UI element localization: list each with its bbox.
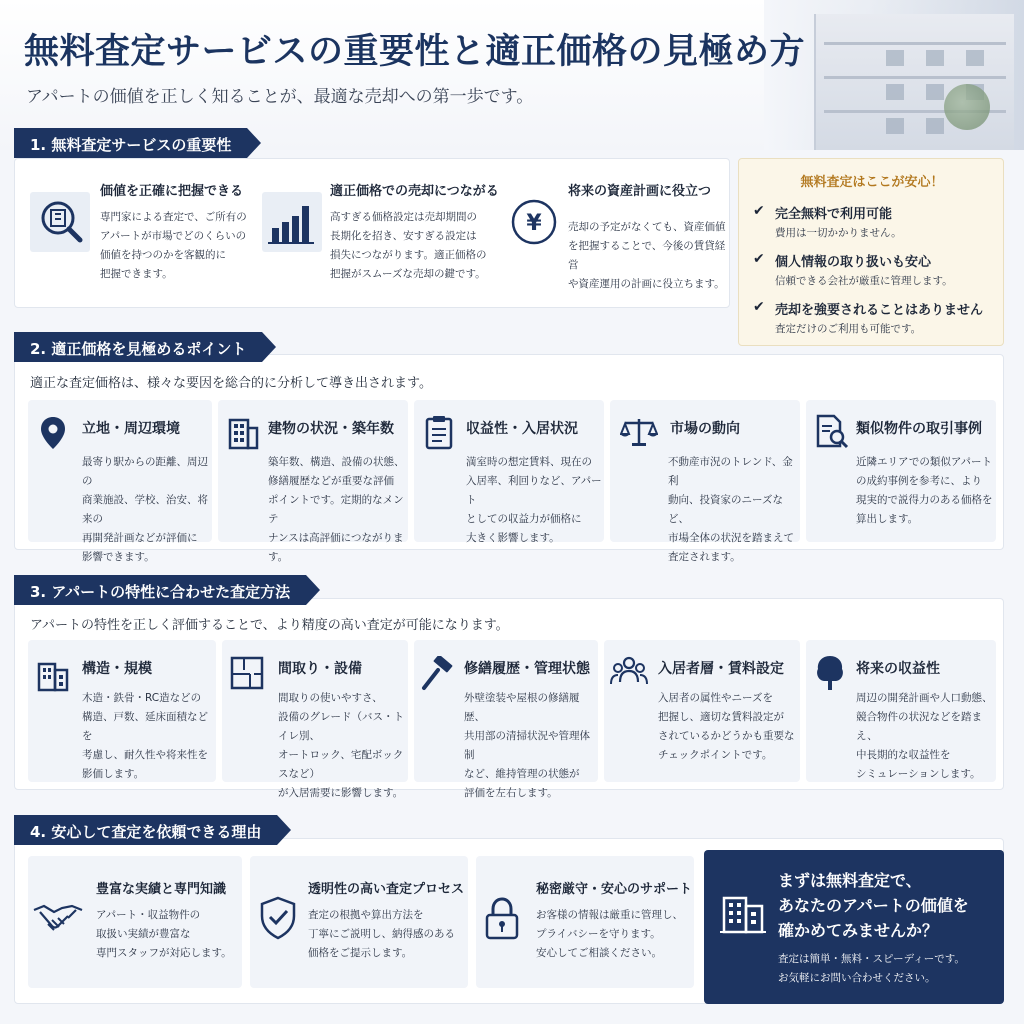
- s2-card-text: 満室時の想定賃料、現在の 入居率、利回りなど、アパート としての収益力が価格に 大きく影響します。: [466, 456, 602, 544]
- s3-card-text: 入居者の属性やニーズを 把握し、適切な賃料設定が されているかどうかも重要な チェックポイントです。: [658, 692, 795, 761]
- cta-box[interactable]: [704, 850, 1004, 1004]
- check-icon: ✔: [753, 203, 765, 219]
- tree-icon: [814, 654, 846, 696]
- s4-card-experience: [28, 856, 242, 988]
- check-icon: ✔: [753, 299, 765, 315]
- s4-card-title: 透明性の高い査定プロセス: [308, 882, 465, 897]
- section2-tab: 2. 適正価格を見極めるポイント: [14, 332, 262, 362]
- s1-item-text: 高すぎる価格設定は売却期間の 長期化を招き、安すぎる設定は 損失につながります。適正価格の 把握がスムーズな売却の鍵です。: [330, 211, 487, 280]
- s4-card-title: 豊富な実績と専門知識: [96, 882, 227, 897]
- section4-tab: 4. 安心して査定を依頼できる理由: [14, 815, 277, 845]
- s2-card-text: 築年数、構造、設備の状態、 修繕履歴などが重要な評価 ポイントです。定期的なメンテ ナンスは高評価につながります。: [268, 456, 405, 563]
- safety-item-text: 査定だけのご利用も可能です。: [775, 323, 922, 335]
- s4-card-title: 秘密厳守・安心のサポート: [536, 882, 693, 897]
- lock-icon: [484, 896, 520, 944]
- office-building-icon: [720, 888, 766, 940]
- s1-item-price: [262, 172, 502, 302]
- section2-intro: 適正な査定価格は、様々な要因を総合的に分析して導き出されます。: [30, 376, 432, 391]
- s3-card-text: 周辺の開発計画や人口動態、 競合物件の状況などを踏まえ、 中長期的な収益性を シミュレーションします。: [856, 692, 993, 780]
- s4-card-transparency: [250, 856, 468, 988]
- s2-card-income: [414, 400, 604, 542]
- clipboard-icon: [424, 414, 454, 454]
- safety-box: [738, 158, 1004, 346]
- s4-card-text: 査定の根拠や算出方法を 丁寧にご説明し、納得感のある 価格をご提示します。: [308, 909, 455, 959]
- s1-item-plan: [506, 172, 728, 302]
- s2-card-market: [610, 400, 800, 563]
- safety-item-text: 費用は一切かかりません。: [775, 227, 902, 239]
- s1-item-text: 専門家による査定で、ご所有の アパートが市場でどのくらいの 価値を持つのかを客観的に 把握できます。: [100, 211, 247, 280]
- s2-card-location: [28, 400, 212, 563]
- handshake-icon: [32, 898, 84, 942]
- s3-card-title: 入居者層・賃料設定: [658, 661, 784, 677]
- s3-card-text: 外壁塗装や屋根の修繕履歴、 共用部の清掃状況や管理体制 など、維持管理の状態が 評価を左右します。: [464, 692, 590, 799]
- svg-text:¥: ¥: [526, 211, 542, 236]
- s3-card-tenants: [604, 640, 800, 782]
- page-subtitle: アパートの価値を正しく知ることが、最適な売却への第一歩です。: [26, 87, 534, 107]
- s1-item-text: 売却の予定がなくても、資産価値 を把握することで、今後の賃貸経営 や資産運用の計画に役立ちます。: [568, 221, 726, 290]
- building-icon: [226, 414, 260, 454]
- s3-card-title: 将来の収益性: [856, 661, 940, 677]
- safety-item-text: 信頼できる会社が厳重に管理します。: [775, 275, 953, 287]
- document-search-icon: [814, 414, 850, 454]
- yen-coin-icon: [506, 192, 566, 252]
- s3-card-title: 修繕履歴・管理状態: [464, 661, 590, 677]
- s3-card-title: 構造・規模: [82, 661, 152, 677]
- map-pin-icon: [40, 416, 66, 454]
- section3-tab: 3. アパートの特性に合わせた査定方法: [14, 575, 306, 605]
- s1-item-title: 価値を正確に把握できる: [100, 184, 244, 199]
- s2-card-text: 不動産市況のトレンド、金利 動向、投資家のニーズなど、 市場全体の状況を踏まえて 査定されます。: [668, 456, 794, 563]
- safety-item-title: 売却を強要されることはありません: [775, 303, 984, 318]
- section3-intro: アパートの特性を正しく評価することで、より精度の高い査定が可能になります。: [30, 618, 509, 633]
- s1-item-value: [30, 172, 255, 302]
- s3-card-structure: [28, 640, 216, 782]
- s1-item-title: 将来の資産計画に役立つ: [568, 184, 712, 199]
- s4-card-text: アパート・収益物件の 取扱い実績が豊富な 専門スタッフが対応します。: [96, 909, 232, 959]
- section1-tab: 1. 無料査定サービスの重要性: [14, 128, 247, 158]
- s3-card-title: 間取り・設備: [278, 661, 362, 677]
- s4-card-confidential: [476, 856, 694, 988]
- s3-card-text: 木造・鉄骨・RC造などの 構造、戸数、延床面積などを 考慮し、耐久性や将来性を 影価します。: [82, 692, 208, 780]
- apartment-photo: [764, 0, 1024, 150]
- s2-card-title: 立地・周辺環境: [82, 421, 180, 437]
- magnifier-building-icon: [30, 192, 90, 252]
- s2-card-comparables: [806, 400, 996, 542]
- shield-check-icon: [258, 896, 298, 944]
- people-icon: [610, 654, 648, 694]
- s2-card-title: 類似物件の取引事例: [856, 421, 982, 437]
- bar-chart-icon: [262, 192, 322, 252]
- floorplan-icon: [230, 656, 264, 694]
- cta-text: 査定は簡単・無料・スピーディーです。 お気軽にお問い合わせください。: [778, 953, 965, 984]
- page-title: 無料査定サービスの重要性と適正価格の見極め方: [24, 32, 806, 72]
- s3-card-text: 間取りの使いやすさ、 設備のグレード（バス・トイレ別、 オートロック、宅配ボックスなど） が入居需要に影響します。: [278, 692, 404, 799]
- safety-title: 無料査定はここが安心！: [800, 175, 944, 190]
- s2-card-title: 市場の動向: [670, 421, 740, 437]
- hammer-icon: [420, 656, 456, 696]
- s2-card-title: 収益性・入居状況: [466, 421, 578, 437]
- s4-card-text: お客様の情報は厳重に管理し、 プライバシーを守ります。 安心してご相談ください。: [536, 909, 683, 959]
- safety-item-title: 個人情報の取り扱いも安心: [775, 255, 932, 270]
- s2-card-title: 建物の状況・築年数: [268, 421, 394, 437]
- s2-card-text: 近隣エリアでの類似アパート の成約事例を参考に、より 現実的で説得力のある価格を 算出します。: [856, 456, 993, 525]
- s2-card-building: [218, 400, 408, 563]
- s3-card-future: [806, 640, 996, 782]
- s3-card-maintenance: [414, 640, 598, 799]
- s2-card-text: 最寄り駅からの距離、周辺の 商業施設、学校、治安、将来の 再開発計画などが評価に 影響できます。: [82, 456, 208, 563]
- cta-title: まずは無料査定で、 あなたのアパートの価値を 確かめてみませんか？: [778, 871, 969, 940]
- apartment-icon: [36, 656, 70, 696]
- check-icon: ✔: [753, 251, 765, 267]
- safety-item-title: 完全無料で利用可能: [775, 207, 893, 222]
- s1-item-title: 適正価格での売却につながる: [330, 184, 499, 199]
- scale-icon: [620, 416, 658, 452]
- s3-card-layout: [222, 640, 408, 799]
